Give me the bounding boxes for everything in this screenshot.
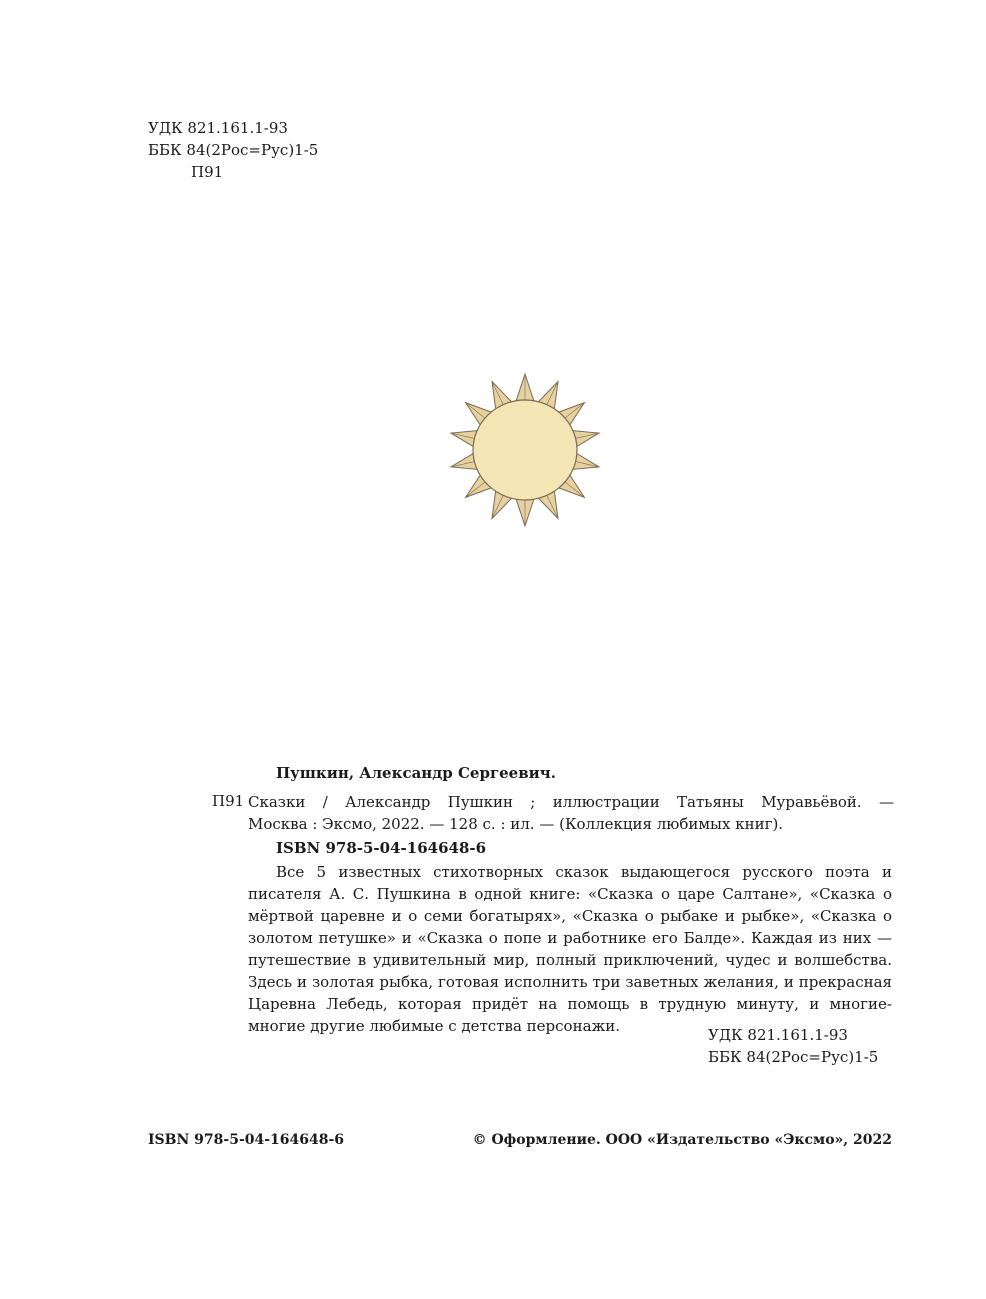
udk-code: УДК 821.161.1-93: [148, 119, 288, 137]
catalog-isbn: ISBN 978-5-04-164648-6: [276, 839, 487, 857]
catalog-classification-codes: [708, 1024, 878, 1068]
footer-isbn: ISBN 978-5-04-164648-6: [148, 1132, 345, 1148]
footer-copyright: © Оформление. ООО «Издательство «Эксмо», 2022: [472, 1132, 892, 1148]
catalog-author: Пушкин, Александр Сергеевич.: [276, 764, 556, 782]
bbk-code: ББК 84(2Рос=Рус)1-5: [148, 141, 319, 159]
catalog-udk: УДК 821.161.1-93: [708, 1026, 848, 1044]
bibliographic-line-1: Сказки / Александр Пушкин ; иллюстрации Татьяны Муравьёвой. —: [248, 793, 894, 811]
bibliographic-line-2: Москва : Эксмо, 2022. — 128 с. : ил. — (Коллекция любимых книг).: [248, 815, 784, 833]
catalog-bbk: ББК 84(2Рос=Рус)1-5: [708, 1048, 879, 1066]
sun-illustration: [445, 370, 605, 528]
sun-disc: [473, 400, 577, 500]
author-mark: П91: [191, 163, 224, 181]
book-annotation: Все 5 известных стихотворных сказок выдающегося русского поэта и писателя А. С. Пушкина в одной книге: «Сказка о царе Салтане», «Сказка о мёртвой царевне и о семи богатырях», «Сказка о рыбаке и рыбке», «Сказка о золотом петушке» и «Сказка о попе и работнике его Балде». Каждая из них — путешествие в удивительный мир, полный приключений, чудес и волшебства. Здесь и золотая рыбка, готовая исполнить три заветных желания, и прекрасная Царевна Лебедь, которая придёт на помощь в трудную минуту, и многие-многие другие любимые с детства персонажи.: [248, 863, 892, 1035]
top-classification-codes: [148, 117, 318, 183]
catalog-author-mark: П91: [212, 792, 245, 810]
